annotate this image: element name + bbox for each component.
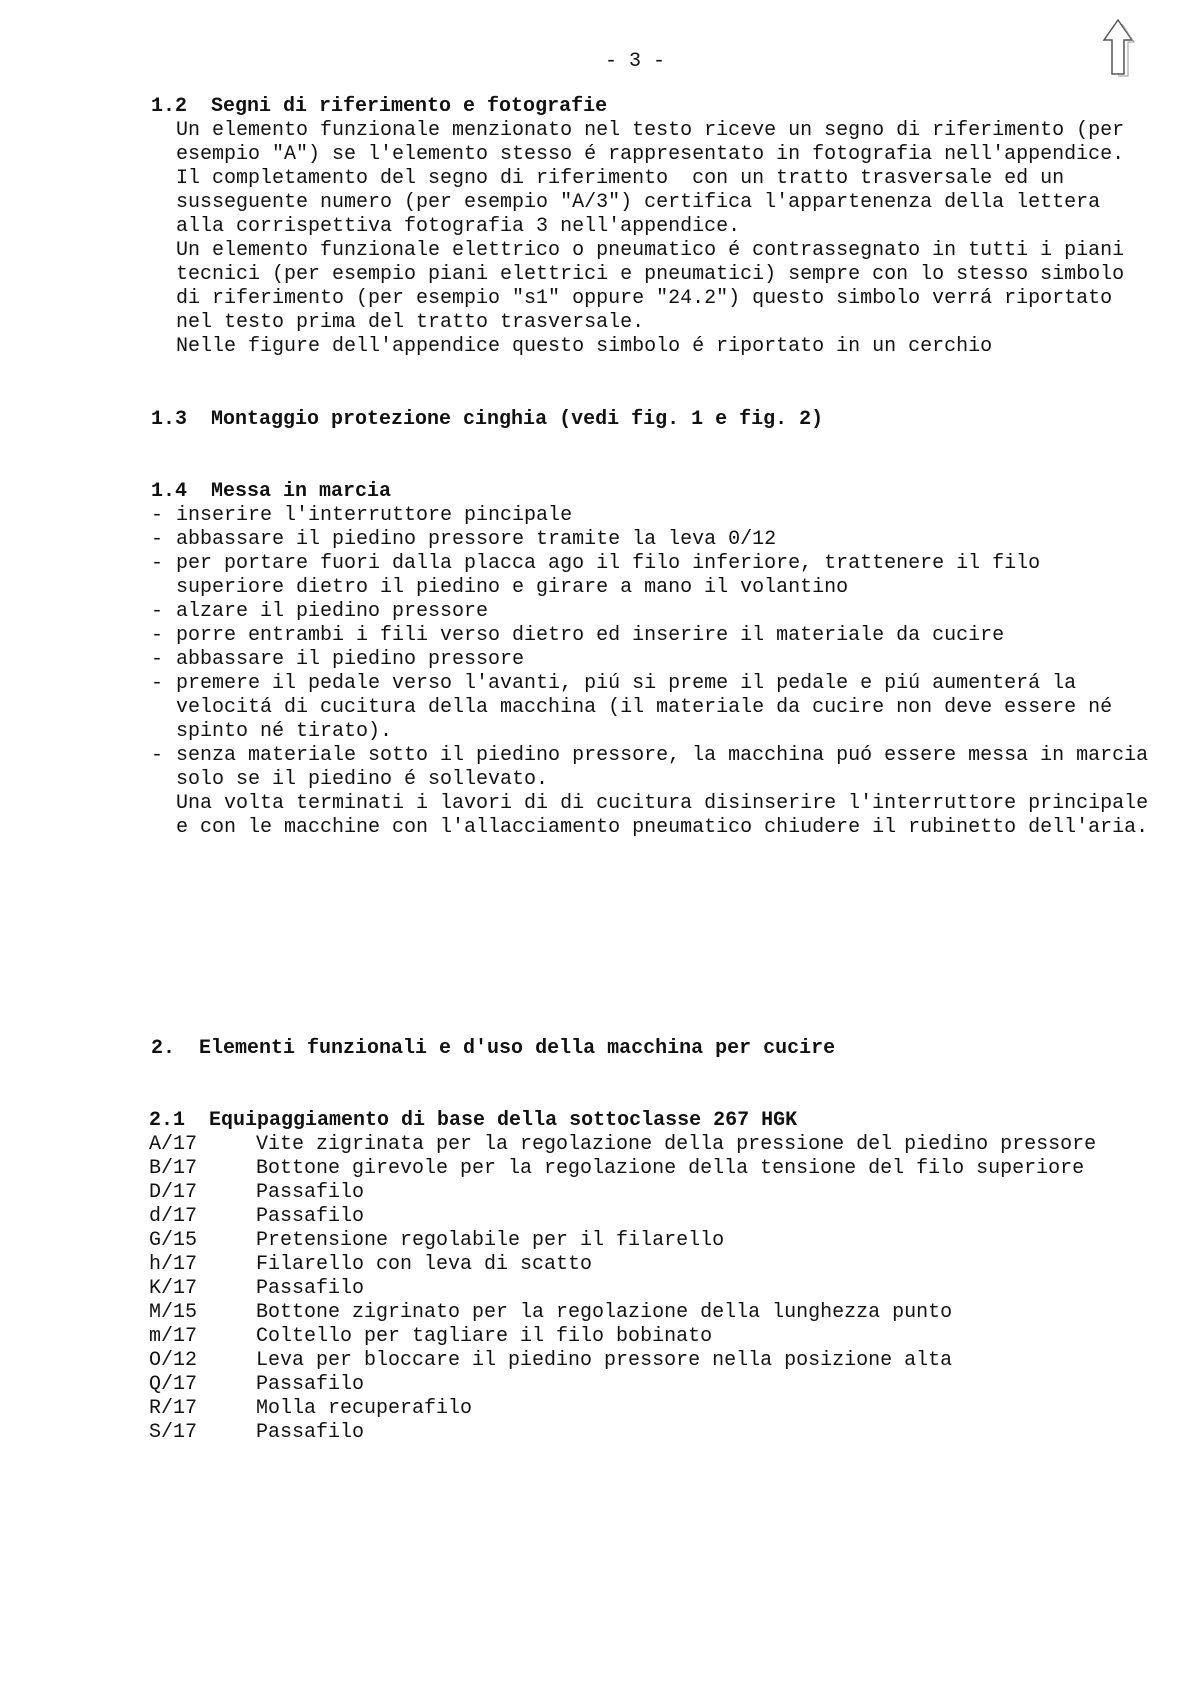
equipment-code: M/15 [149, 1301, 198, 1324]
equipment-row [149, 1397, 1096, 1421]
equipment-row [149, 1133, 1096, 1157]
list-item-text: solo se il piedino é sollevato. [176, 768, 549, 791]
list-item [151, 744, 1148, 768]
equipment-row [149, 1421, 1096, 1445]
paragraph-line: di riferimento (per esempio "s1" oppure "24.2") questo simbolo verrá riportato [176, 287, 1113, 310]
list-item-text: abbassare il piedino pressore tramite la leva 0/12 [176, 528, 777, 551]
bullet: - [151, 624, 164, 647]
equipment-description: Bottone zigrinato per la regolazione della lunghezza punto [256, 1301, 953, 1324]
list-item-text: superiore dietro il piedino e girare a mano il volantino [176, 576, 849, 599]
paragraph-line: Un elemento funzionale elettrico o pneumatico é contrassegnato in tutti i piani [176, 239, 1125, 262]
list-item [151, 792, 1148, 816]
equipment-code: Q/17 [149, 1373, 198, 1396]
bullet: - [151, 672, 164, 695]
equipment-description: Bottone girevole per la regolazione della tensione del filo superiore [256, 1157, 1085, 1180]
bullet: - [151, 528, 164, 551]
paragraph-line: nel testo prima del tratto trasversale. [176, 311, 645, 334]
equipment-description: Molla recuperafilo [256, 1397, 473, 1420]
equipment-description: Pretensione regolabile per il filarello [256, 1229, 725, 1252]
equipment-code: B/17 [149, 1157, 198, 1180]
equipment-code: A/17 [149, 1133, 198, 1156]
bullet: - [151, 744, 164, 767]
bullet: - [151, 648, 164, 671]
paragraph-line: Nelle figure dell'appendice questo simbolo é riportato in un cerchio [176, 335, 993, 358]
list-item [151, 648, 1148, 672]
section-2-title: 2. Elementi funzionali e d'uso della macchina per cucire [151, 1037, 836, 1060]
equipment-description: Leva per bloccare il piedino pressore nella posizione alta [256, 1349, 953, 1372]
list-item [151, 552, 1148, 576]
list-item [151, 504, 1148, 528]
equipment-description: Passafilo [256, 1421, 365, 1444]
bullet: - [151, 600, 164, 623]
equipment-description: Passafilo [256, 1373, 365, 1396]
equipment-row [149, 1349, 1096, 1373]
list-item-text: Una volta terminati i lavori di di cucitura disinserire l'interruttore principale [176, 792, 1149, 815]
equipment-code: S/17 [149, 1421, 198, 1444]
section-title: 1.4 Messa in marcia [151, 480, 392, 503]
equipment-code: K/17 [149, 1277, 198, 1300]
paragraph-line: tecnici (per esempio piani elettrici e pneumatici) sempre con lo stesso simbolo [176, 263, 1125, 286]
list-item-text: premere il pedale verso l'avanti, piú si preme il pedale e piú aumenterá la [176, 672, 1077, 695]
list-item-text: porre entrambi i fili verso dietro ed inserire il materiale da cucire [176, 624, 1005, 647]
equipment-row [149, 1205, 1096, 1229]
list-item [151, 672, 1148, 696]
list-item-text: e con le macchine con l'allacciamento pneumatico chiudere il rubinetto dell'aria. [176, 816, 1149, 839]
list-item-text: velocitá di cucitura della macchina (il materiale da cucire non deve essere né [176, 696, 1113, 719]
equipment-code: G/15 [149, 1229, 198, 1252]
list-item [151, 816, 1148, 840]
paragraph-line: Un elemento funzionale menzionato nel testo riceve un segno di riferimento (per [176, 119, 1125, 142]
equipment-row [149, 1325, 1096, 1349]
equipment-description: Coltello per tagliare il filo bobinato [256, 1325, 713, 1348]
list-item [151, 528, 1148, 552]
section-title: 2.1 Equipaggiamento di base della sottoclasse 267 HGK [149, 1109, 798, 1132]
arrow-up-icon[interactable] [1098, 18, 1138, 78]
equipment-description: Vite zigrinata per la regolazione della pressione del piedino pressore [256, 1133, 1097, 1156]
equipment-code: d/17 [149, 1205, 198, 1228]
list-item [151, 600, 1148, 624]
section-2-1 [149, 1109, 1096, 1445]
list-item [151, 696, 1148, 720]
bullet: - [151, 504, 164, 527]
equipment-description: Filarello con leva di scatto [256, 1253, 593, 1276]
list-item [151, 768, 1148, 792]
paragraph-line: susseguente numero (per esempio "A/3") certifica l'appartenenza della lettera [176, 191, 1101, 214]
equipment-code: D/17 [149, 1181, 198, 1204]
equipment-row [149, 1229, 1096, 1253]
equipment-description: Passafilo [256, 1277, 365, 1300]
list-item-text: abbassare il piedino pressore [176, 648, 525, 671]
list-item [151, 720, 1148, 744]
list-item-text: senza materiale sotto il piedino pressore, la macchina puó essere messa in marcia [176, 744, 1149, 767]
equipment-row [149, 1373, 1096, 1397]
equipment-row [149, 1277, 1096, 1301]
paragraph-line: alla corrispettiva fotografia 3 nell'appendice. [176, 215, 741, 238]
list-item [151, 624, 1148, 648]
list-item-text: inserire l'interruttore pincipale [176, 504, 573, 527]
equipment-description: Passafilo [256, 1205, 365, 1228]
list-item-text: spinto né tirato). [176, 720, 393, 743]
equipment-code: h/17 [149, 1253, 198, 1276]
equipment-code: m/17 [149, 1325, 198, 1348]
equipment-row [149, 1181, 1096, 1205]
paragraph-line: Il completamento del segno di riferimento con un tratto trasversale ed un [176, 167, 1065, 190]
section-title: 1.2 Segni di riferimento e fotografie [151, 95, 608, 118]
bullet: - [151, 552, 164, 575]
equipment-code: O/12 [149, 1349, 198, 1372]
equipment-row [149, 1301, 1096, 1325]
section-1-2 [151, 95, 1124, 359]
equipment-code: R/17 [149, 1397, 198, 1420]
equipment-row [149, 1253, 1096, 1277]
list-item-text: alzare il piedino pressore [176, 600, 489, 623]
equipment-row [149, 1157, 1096, 1181]
equipment-description: Passafilo [256, 1181, 365, 1204]
list-item-text: per portare fuori dalla placca ago il filo inferiore, trattenere il filo [176, 552, 1041, 575]
section-1-4 [151, 480, 1148, 840]
paragraph-line: esempio "A") se l'elemento stesso é rappresentato in fotografia nell'appendice. [176, 143, 1125, 166]
page-number: - 3 - [605, 50, 666, 73]
section-1-3-title: 1.3 Montaggio protezione cinghia (vedi fig. 1 e fig. 2) [151, 408, 824, 431]
list-item [151, 576, 1148, 600]
